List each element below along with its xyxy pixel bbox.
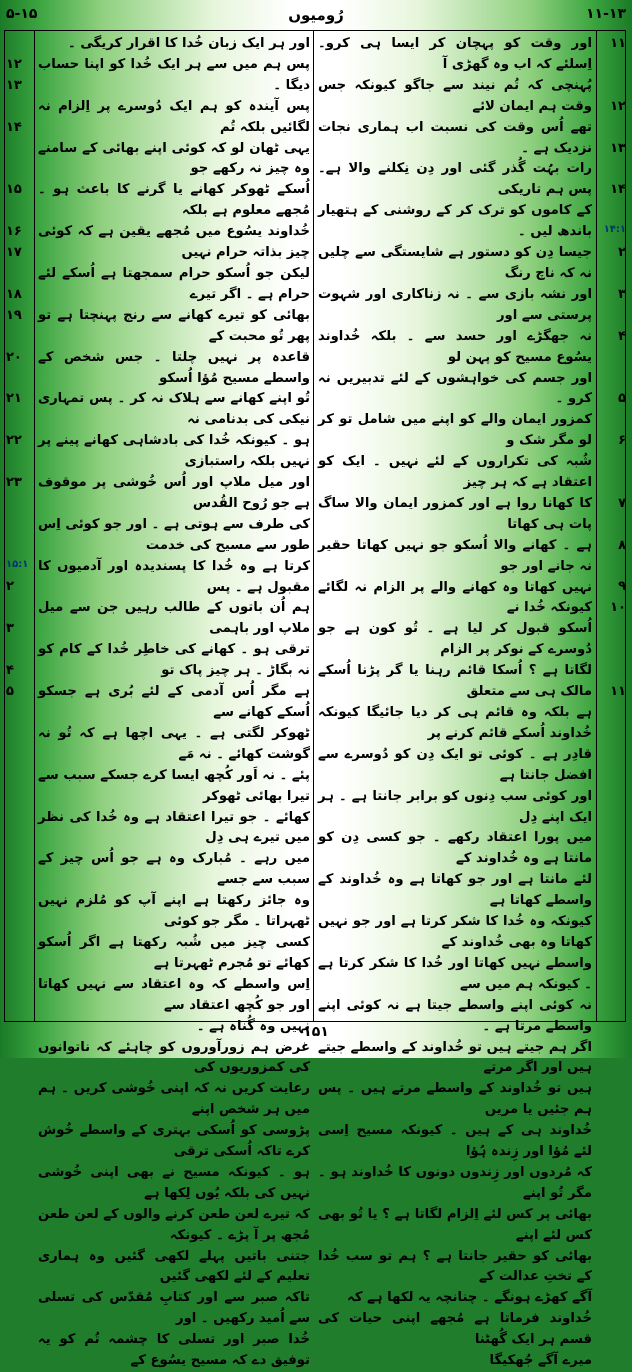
verse-number: ۱۵ <box>6 182 22 198</box>
text-line: ہو ۔ کیونکہ خُدا کی بادشاہی کھانے پینے پر نہیں بلکہ راستبازی <box>38 433 310 470</box>
verse-number: ۵ <box>618 391 626 407</box>
verse-number: ۱۲ <box>6 56 22 72</box>
text-line: کا کھانا روا ہے اور کمزور ایمان والا ساگ پات ہی کھاتا <box>318 495 592 532</box>
text-line: ہو ۔ کیونکہ مسیح نے بھی اپنی خُوشی نہیں کی بلکہ یُوں لِکھا ہے <box>38 1164 310 1201</box>
text-line: ترقی ہو ۔ کھانے کی خاطِر خُدا کے کام کو نہ بگاڑ ۔ ہر چیز پاک تو <box>38 642 310 679</box>
text-line: اور نشہ بازی سے ۔ نہ زناکاری اور شہوت پرستی سے اور <box>318 286 592 323</box>
text-line: کھائے ۔ جو تیرا اعتقاد ہے وہ خُدا کی نظر میں تیرے ہی دِل <box>38 809 310 846</box>
verse-number: ۱۹ <box>6 307 22 323</box>
text-line: یہی ٹھان لو کہ کوئی اپنے بھائی کے سامنے وہ چیز نہ رکھے جو <box>38 140 310 177</box>
text-line: رعایت کریں نہ کہ اپنی خُوشی کریں ۔ ہم میں ہر شخص اپنے <box>38 1081 310 1118</box>
text-line: رات بہُت گُذر گئی اور دِن نِکلنے والا ہے۔ پس ہم تاریکی <box>318 161 592 198</box>
text-line: اور کوئی سب دِنوں کو برابر جانتا ہے ۔ ہر ایک اپنے دِل <box>318 788 592 825</box>
text-line: ہیں تو خُداوند کے واسطے مرتے ہیں ۔ پس ہم جئیں یا مریں <box>318 1081 592 1118</box>
text-line: میں رہے ۔ مُبارک وہ ہے جو اُس چیز کے سبب سے جسے <box>38 851 310 888</box>
text-line: اِس واسطے کہ وہ اعتقاد سے نہیں کھاتا اور جو کُچھ اعتقاد سے <box>38 976 310 1013</box>
text-line: اور میل ملاپ اور اُس خُوشی پر موقوف ہے جو رُوح القُدس <box>38 475 310 511</box>
header-verse-range-right: ۱۱-۱۳ <box>586 6 626 22</box>
verse-number: ۹ <box>618 579 626 595</box>
verse-number: ۸ <box>618 537 626 553</box>
text-line: تُو اپنے کھانے سے ہلاک نہ کر ۔ پس تمہاری نیکی کی بدنامی نہ <box>38 391 310 428</box>
text-line: لگاتا ہے ؟ اُسکا قائم رہنا یا گر پڑنا اُسکے مالک ہی سے متعلق <box>318 663 592 700</box>
text-line: اُسکو قبول کر لیا ہے ۔ تُو کون ہے جو دُوسرے کے نوکر پر الزام <box>318 621 592 658</box>
text-line: پئے ۔ نہ اَور کُچھ ایسا کرے جسکے سبب سے تیرا بھائی ٹھوکر <box>38 767 310 804</box>
chapter-number: ۱۴:۱ <box>603 224 626 236</box>
text-line: ہم اُن باتوں کے طالب رہیں جن سے میل ملاپ اور باہمی <box>38 600 310 637</box>
text-line: کہ تیرے لعن طعن کرنے والوں کے لعن طعن مُجھ پر آ پڑے ۔ کیونکہ <box>38 1206 310 1243</box>
text-line: وہ جائز رکھتا ہے اپنے آپ کو مُلزم نہیں ٹھہراتا ۔ مگر جو کوئی <box>38 893 310 930</box>
text-line: تاکہ صبر سے اور کتابِ مُقدّس کی تسلی سے اُمید رکھیں ۔ اور <box>38 1290 310 1327</box>
text-line: نہیں کھاتا وہ کھانے والے پر الزام نہ لگائے کیونکہ خُدا نے <box>318 579 592 616</box>
text-line: جیسا دِن کو دستور ہے شایستگی سے چلیں نہ کہ ناچ رنگ <box>318 245 592 281</box>
left-margin-divider <box>34 30 35 1022</box>
verse-number: ۱۴ <box>610 182 626 198</box>
verse-number: ۲۰ <box>6 349 22 365</box>
text-line: خُدا صبر اور تسلی کا چشمہ تُم کو یہ توفیق دے کہ مسیح یسُوع کے <box>38 1332 310 1369</box>
text-line: خُداوند ہی کے ہیں ۔ کیونکہ مسیح اِسی لئے مُؤا اور زِندہ ہُؤا <box>318 1123 592 1160</box>
text-line: ہے بلکہ وہ قائم ہی کر دیا جائیگا کیونکہ خُداوند اُسکے قائم کرنے پر <box>318 705 592 741</box>
verse-number: ۳ <box>6 621 14 637</box>
text-line: اُسکے ٹھوکر کھانے یا گرنے کا باعث ہو ۔ مُجھے معلوم ہے بلکہ <box>38 182 310 219</box>
text-line: غرض ہم زورآوروں کو چاہئے کہ ناتوانوں کی کمزوریوں کی <box>38 1039 310 1076</box>
verse-number: ۱۷ <box>6 245 22 260</box>
text-line: اور وقت کو پہچان کر ایسا ہی کرو۔ اِسلئے کہ اب وہ گھڑی آ <box>318 36 592 72</box>
verse-number: ۱۲ <box>610 98 626 114</box>
verse-number: ۱۸ <box>6 286 22 302</box>
text-line: قادِر ہے ۔ کوئی تو ایک دِن کو دُوسرے سے افضل جانتا ہے <box>318 746 592 783</box>
text-line: بھائی پر کس لئے اِلزام لگاتا ہے ؟ یا تُو بھی کس لئے اپنے <box>318 1206 592 1243</box>
verse-number: ۲۳ <box>6 474 22 490</box>
verse-number: ۱۱ <box>610 683 626 699</box>
text-line: بھائی کو تیرے کھانے سے رنج پہنچتا ہے تو پھر تُو محبت کے <box>38 307 310 344</box>
right-margin-divider <box>596 30 597 1022</box>
verse-number: ۱۱ <box>610 36 626 51</box>
chapter-number: ۱۵:۱ <box>6 558 29 570</box>
text-line: کسی چیز میں شُبہ رکھتا ہے اگر اُسکو کھائے تو مُجرم ٹھہرتا ہے <box>38 934 310 971</box>
verse-number: ۲ <box>6 579 14 595</box>
text-line: نہ جھگڑے اور حسد سے ۔ بلکہ خُداوند یسُوع مسیح کو پہن لو <box>318 328 592 365</box>
verse-number: ۳ <box>618 286 626 302</box>
verse-number: ۱۶ <box>6 224 22 240</box>
text-line: ہے ۔ کھانے والا اُسکو جو نہیں کھاتا حقیر نہ جانے اور جو <box>318 537 592 574</box>
text-line: بھائی کو حقیر جانتا ہے ؟ ہم تو سب خُدا کے تختِ عدالت کے <box>318 1248 592 1285</box>
verse-number: ۲ <box>618 245 626 260</box>
verse-number: ۴ <box>618 328 626 344</box>
verse-number: ۴ <box>6 663 14 678</box>
text-line: خُداوند یسُوع میں مُجھے یقین ہے کہ کوئی چیز بذاتہ حرام نہیں <box>38 224 310 261</box>
verse-number: ۶ <box>618 433 626 449</box>
page-header <box>0 0 632 30</box>
text-line: جتنی باتیں پہلے لکھی گئیں وہ ہماری تعلیم کے لئے لکھی گئیں <box>38 1248 310 1285</box>
text-line: ہے مگر اُس آدمی کے لئے بُری ہے جسکو اُسکے کھانے سے <box>38 684 310 720</box>
text-line: قاعدہ پر نہیں چلتا ۔ جس شخص کے واسطے مسیح مُؤا اُسکو <box>38 349 310 386</box>
verse-number: ۱۳ <box>6 77 22 93</box>
verse-number: ۱۰ <box>610 600 626 616</box>
verse-number: ۵ <box>6 683 14 699</box>
verse-number: ۲۲ <box>6 433 22 449</box>
column-divider <box>313 30 314 1022</box>
text-line: لیکن جو اُسکو حرام سمجھتا ہے اُسکے لئے حرام ہے ۔ اگر تیرے <box>38 265 310 302</box>
text-line: تھے اُس وقت کی نسبت اب ہماری نجات نزدیک ہے ۔ <box>318 119 592 156</box>
text-line: کی طرف سے ہوتی ہے ۔ اور جو کوئی اِس طور سے مسیح کی خدمت <box>38 516 310 553</box>
text-line: واسطے نہیں کھاتا اور خُدا کا شکر کرتا ہے ۔ کیونکہ ہم میں سے <box>318 955 592 992</box>
text-line: میرے آگے جُھکیگا <box>489 1353 592 1369</box>
page-number: ۱۵۱ <box>303 1024 329 1040</box>
header-verse-range-left: ۵-۱۵ <box>6 6 38 22</box>
text-line: اور ہر ایک زبان خُدا کا اقرار کریگی ۔ <box>68 36 310 51</box>
text-line: پس ہم میں سے ہر ایک خُدا کو اپنا حساب دیگا ۔ <box>38 56 310 93</box>
verse-number: ۲۱ <box>6 391 22 407</box>
text-line: کمزور ایمان والے کو اپنے میں شامل تو کر لو مگر شک و <box>318 412 592 449</box>
text-line: کے کاموں کو ترک کر کے روشنی کے ہتھیار باندھ لیں ۔ <box>318 203 592 240</box>
text-line: پس آیندہ کو ہم ایک دُوسرے پر اِلزام نہ لگائیں بلکہ تُم <box>38 98 310 135</box>
text-line: ٹھوکر لگتی ہے ۔ یہی اچھا ہے کہ تُو نہ گوشت کھائے ۔ نہ مَے <box>38 725 310 762</box>
text-column-right <box>318 34 592 1372</box>
text-line: کیونکہ وہ خُدا کا شکر کرتا ہے اور جو نہیں کھاتا وہ بھی خُداوند کے <box>318 914 592 950</box>
text-line: کہ مُردوں اور زِندوں دونوں کا خُداوند ہو ۔ مگر تُو اپنے <box>318 1164 592 1201</box>
verse-number: ۷ <box>618 495 626 511</box>
text-line: اور جسم کی خواہشوں کے لئے تدبیریں نہ کرو ۔ <box>318 370 592 407</box>
text-line: آگے کھڑے ہونگے ۔ چنانچہ یہ لکھا ہے کہ <box>347 1290 592 1306</box>
text-line: اگر ہم جیتے ہیں تو خُداوند کے واسطے جیتے ہیں اور اگر مرتے <box>318 1039 592 1076</box>
text-line: خُداوند فرماتا ہے مُجھے اپنی حیات کی قسم ہر ایک گُھٹنا <box>318 1311 592 1348</box>
text-line: نہ کوئی اپنے واسطے جیتا ہے نہ کوئی اپنے واسطے مرتا ہے ۔ <box>318 997 592 1034</box>
header-book-title: رُومیوں <box>288 6 344 24</box>
text-line: پڑوسی کو اُسکی بہتری کے واسطے خُوش کرے تاکہ اُسکی ترقی <box>38 1123 310 1160</box>
text-column-left <box>38 34 310 1372</box>
text-line: میں پورا اعتقاد رکھے ۔ جو کسی دِن کو مانتا ہے وہ خُداوند کے <box>318 830 592 867</box>
verse-number: ۱۴ <box>6 119 22 135</box>
text-line: نہیں وہ گُناہ ہے ۔ <box>196 1018 310 1034</box>
verse-number: ۱۳ <box>610 140 626 156</box>
text-line: شُبہ کی تکراروں کے لئے نہیں ۔ ایک کو اعتقاد ہے کہ ہر چیز <box>318 454 592 491</box>
text-line: لئے مانتا ہے اور جو کھاتا ہے وہ خُداوند کے واسطے کھاتا ہے <box>318 872 592 909</box>
text-line: کرتا ہے وہ خُدا کا پسندیدہ اور آدمیوں کا مقبول ہے ۔ پس <box>38 558 310 595</box>
text-line: پُہنچی کہ تُم نیند سے جاگو کیونکہ جس وقت ہم ایمان لائے <box>318 77 592 114</box>
